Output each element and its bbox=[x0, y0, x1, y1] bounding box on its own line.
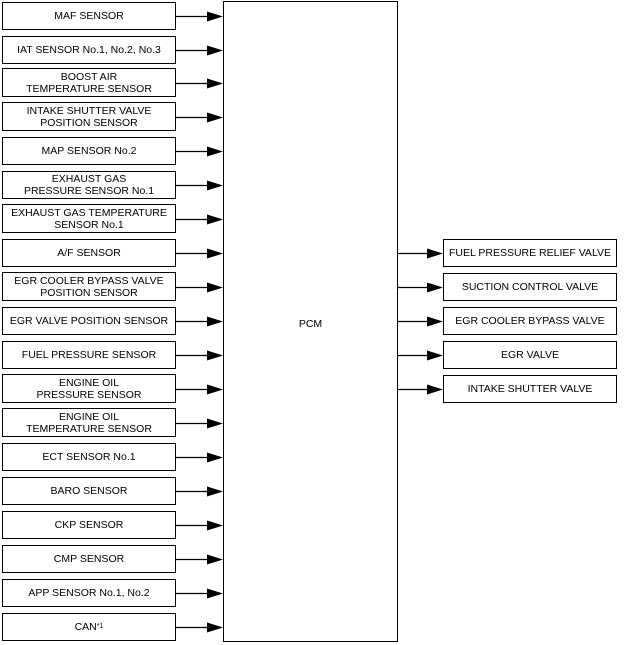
input-label: ENGINE OIL PRESSURE SENSOR bbox=[36, 376, 142, 401]
input-label: EGR COOLER BYPASS VALVE POSITION SENSOR bbox=[14, 274, 164, 299]
pcm-label: PCM bbox=[298, 318, 323, 330]
input-arrow bbox=[176, 147, 223, 157]
input-box-ckp-sensor bbox=[2, 511, 176, 539]
input-arrow bbox=[176, 385, 223, 395]
input-box-can: CAN *1 bbox=[2, 613, 176, 641]
output-box-fuel-pressure-relief-valve bbox=[443, 239, 617, 267]
input-label: EGR VALVE POSITION SENSOR bbox=[9, 315, 169, 327]
input-box-engine-oil-temperature-sensor bbox=[2, 408, 176, 437]
input-arrow bbox=[176, 79, 223, 89]
input-arrow bbox=[176, 521, 223, 531]
input-arrow bbox=[176, 283, 223, 293]
input-box-egr-valve-position-sensor bbox=[2, 307, 176, 335]
input-arrow bbox=[176, 249, 223, 259]
output-arrow bbox=[398, 317, 443, 327]
input-arrow bbox=[176, 555, 223, 565]
input-label: CMP SENSOR bbox=[53, 553, 125, 565]
output-label: FUEL PRESSURE RELIEF VALVE bbox=[448, 247, 612, 259]
input-box-intake-shutter-valve-position-sensor bbox=[2, 102, 176, 131]
output-label: INTAKE SHUTTER VALVE bbox=[467, 383, 593, 395]
input-arrow bbox=[176, 113, 223, 123]
input-label: MAF SENSOR bbox=[54, 10, 124, 22]
input-label: EXHAUST GAS PRESSURE SENSOR No.1 bbox=[23, 173, 155, 197]
input-box-af-sensor bbox=[2, 239, 176, 267]
input-box-map-sensor-2 bbox=[2, 137, 176, 165]
input-label: CKP SENSOR bbox=[54, 519, 124, 531]
input-label: CAN bbox=[74, 621, 97, 633]
input-arrow bbox=[176, 317, 223, 327]
output-arrow bbox=[398, 385, 443, 395]
output-arrow bbox=[398, 283, 443, 293]
input-box-baro-sensor bbox=[2, 477, 176, 505]
input-label: FUEL PRESSURE SENSOR bbox=[21, 349, 157, 361]
input-arrow bbox=[176, 589, 223, 599]
output-box-egr-valve bbox=[443, 341, 617, 369]
input-arrow bbox=[176, 181, 223, 191]
input-label: BARO SENSOR bbox=[50, 485, 128, 497]
input-label: APP SENSOR No.1, No.2 bbox=[28, 587, 150, 599]
input-label: IAT SENSOR No.1, No.2, No.3 bbox=[17, 44, 161, 56]
input-box-fuel-pressure-sensor bbox=[2, 341, 176, 369]
input-arrow bbox=[176, 623, 223, 633]
input-arrow bbox=[176, 12, 223, 22]
input-box-cmp-sensor bbox=[2, 545, 176, 573]
input-box-egr-cooler-bypass-valve-position-sensor bbox=[2, 272, 176, 301]
output-arrow bbox=[398, 351, 443, 361]
input-arrow bbox=[176, 487, 223, 497]
output-label: EGR COOLER BYPASS VALVE bbox=[455, 315, 605, 327]
output-label: SUCTION CONTROL VALVE bbox=[461, 281, 599, 293]
input-label: INTAKE SHUTTER VALVE POSITION SENSOR bbox=[26, 104, 152, 129]
pcm-box bbox=[223, 1, 398, 642]
input-arrow bbox=[176, 453, 223, 463]
input-arrow bbox=[176, 419, 223, 429]
input-box-exhaust-gas-pressure-sensor bbox=[2, 171, 176, 199]
input-box-ect-sensor-1 bbox=[2, 443, 176, 471]
input-box-app-sensor bbox=[2, 579, 176, 607]
input-label: A/F SENSOR bbox=[57, 247, 121, 259]
input-box-maf-sensor bbox=[2, 2, 176, 30]
input-box-iat-sensor bbox=[2, 36, 176, 64]
output-box-egr-cooler-bypass-valve bbox=[443, 307, 617, 335]
input-arrow bbox=[176, 215, 223, 225]
input-label: ECT SENSOR No.1 bbox=[42, 451, 136, 463]
output-box-suction-control-valve bbox=[443, 273, 617, 301]
input-label: EXHAUST GAS TEMPERATURE SENSOR No.1 bbox=[11, 206, 167, 231]
output-arrow bbox=[398, 249, 443, 259]
input-arrow bbox=[176, 351, 223, 361]
input-label: ENGINE OIL TEMPERATURE SENSOR bbox=[26, 410, 152, 435]
input-arrow bbox=[176, 46, 223, 56]
input-box-exhaust-gas-temperature-sensor bbox=[2, 204, 176, 233]
output-label: EGR VALVE bbox=[501, 349, 559, 361]
input-label: MAP SENSOR No.2 bbox=[41, 145, 137, 157]
input-box-engine-oil-pressure-sensor bbox=[2, 374, 176, 403]
input-label: BOOST AIR TEMPERATURE SENSOR bbox=[26, 70, 152, 95]
output-box-intake-shutter-valve bbox=[443, 375, 617, 403]
input-box-boost-air-temperature-sensor bbox=[2, 68, 176, 97]
